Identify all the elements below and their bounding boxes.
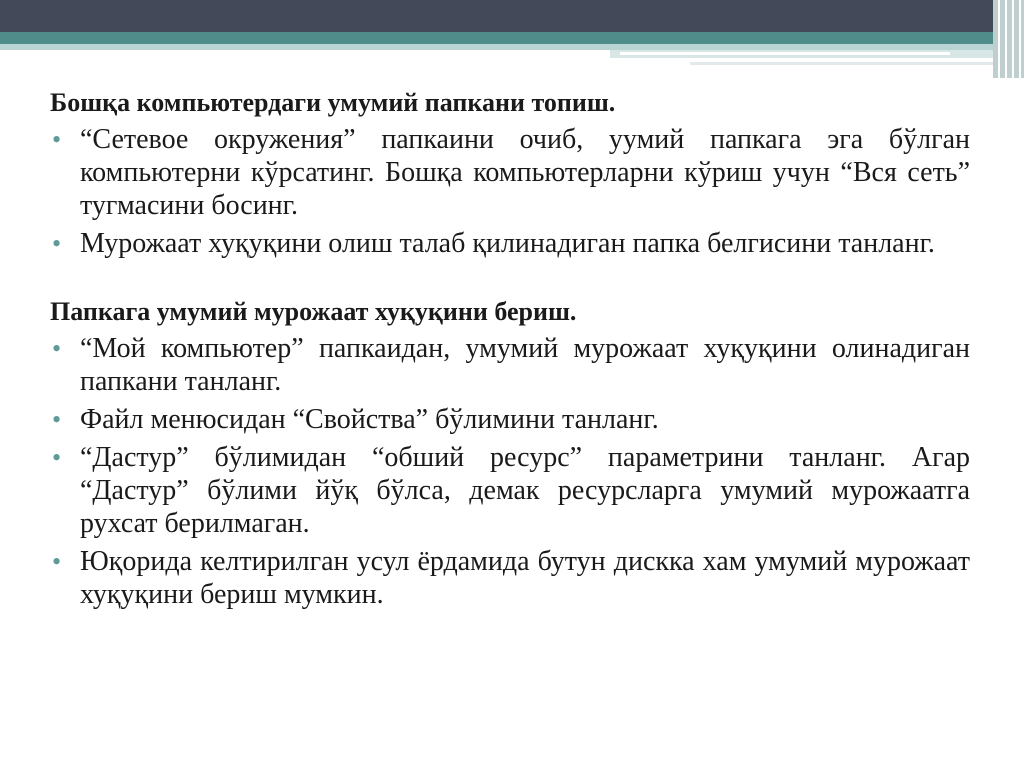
section-heading: Папкага умумий мурожаат хуқуқини бериш. — [50, 297, 577, 326]
list-item — [50, 545, 970, 611]
list-item-text: “Сетевое окружения” папкаини очиб, уумий папкага эга бўлган компьютерни кўрсатинг. Бошқа компьютерларни кўриш учун “Вся сеть” тугмасини босинг. — [80, 124, 970, 221]
header-accent-band — [0, 32, 1024, 44]
corner-decoration — [993, 0, 1024, 78]
slide-content — [50, 86, 970, 616]
round-bullet-icon: • — [52, 443, 62, 472]
list-item — [50, 403, 970, 436]
list-item-text: Юқорида келтирилган усул ёрдамида бутун дискка хам умумий мурожаат хуқуқини бериш мумкин. — [80, 546, 970, 610]
list-item-text: Мурожаат хуқуқини олиш талаб қилинадиган папка белгисини танланг. — [80, 228, 935, 259]
list-item — [50, 227, 970, 260]
list-item-text: “Дастур” бўлимидан “обший ресурс” параметрини танланг. Агар “Дастур” бўлими йўқ бўлса, демак ресурсларга умумий мурожаатга рухсат берилмаган. — [80, 442, 970, 539]
list-item — [50, 332, 970, 398]
corner-stripe — [998, 0, 1000, 78]
list-item-text: “Мой компьютер” папкаидан, умумий мурожаат хуқуқини олинадиган папкани танланг. — [80, 333, 970, 397]
round-bullet-icon: • — [52, 334, 62, 363]
section-heading: Бошқа компьютердаги умумий папкани топиш. — [50, 88, 616, 117]
bullet-list — [50, 123, 970, 260]
corner-stripe — [1012, 0, 1014, 78]
header-ribbon-highlight — [620, 52, 950, 55]
corner-stripe — [1019, 0, 1021, 78]
round-bullet-icon: • — [52, 405, 62, 434]
header-ribbon-line — [690, 62, 1000, 65]
corner-stripe — [1005, 0, 1007, 78]
round-bullet-icon: • — [52, 547, 62, 576]
round-bullet-icon: • — [52, 229, 62, 258]
list-item-text: Файл менюсидан “Свойства” бўлимини танланг. — [80, 404, 659, 435]
header-bar — [0, 0, 1024, 32]
list-item — [50, 123, 970, 222]
list-item — [50, 441, 970, 540]
round-bullet-icon: • — [52, 125, 62, 154]
bullet-list — [50, 332, 970, 611]
